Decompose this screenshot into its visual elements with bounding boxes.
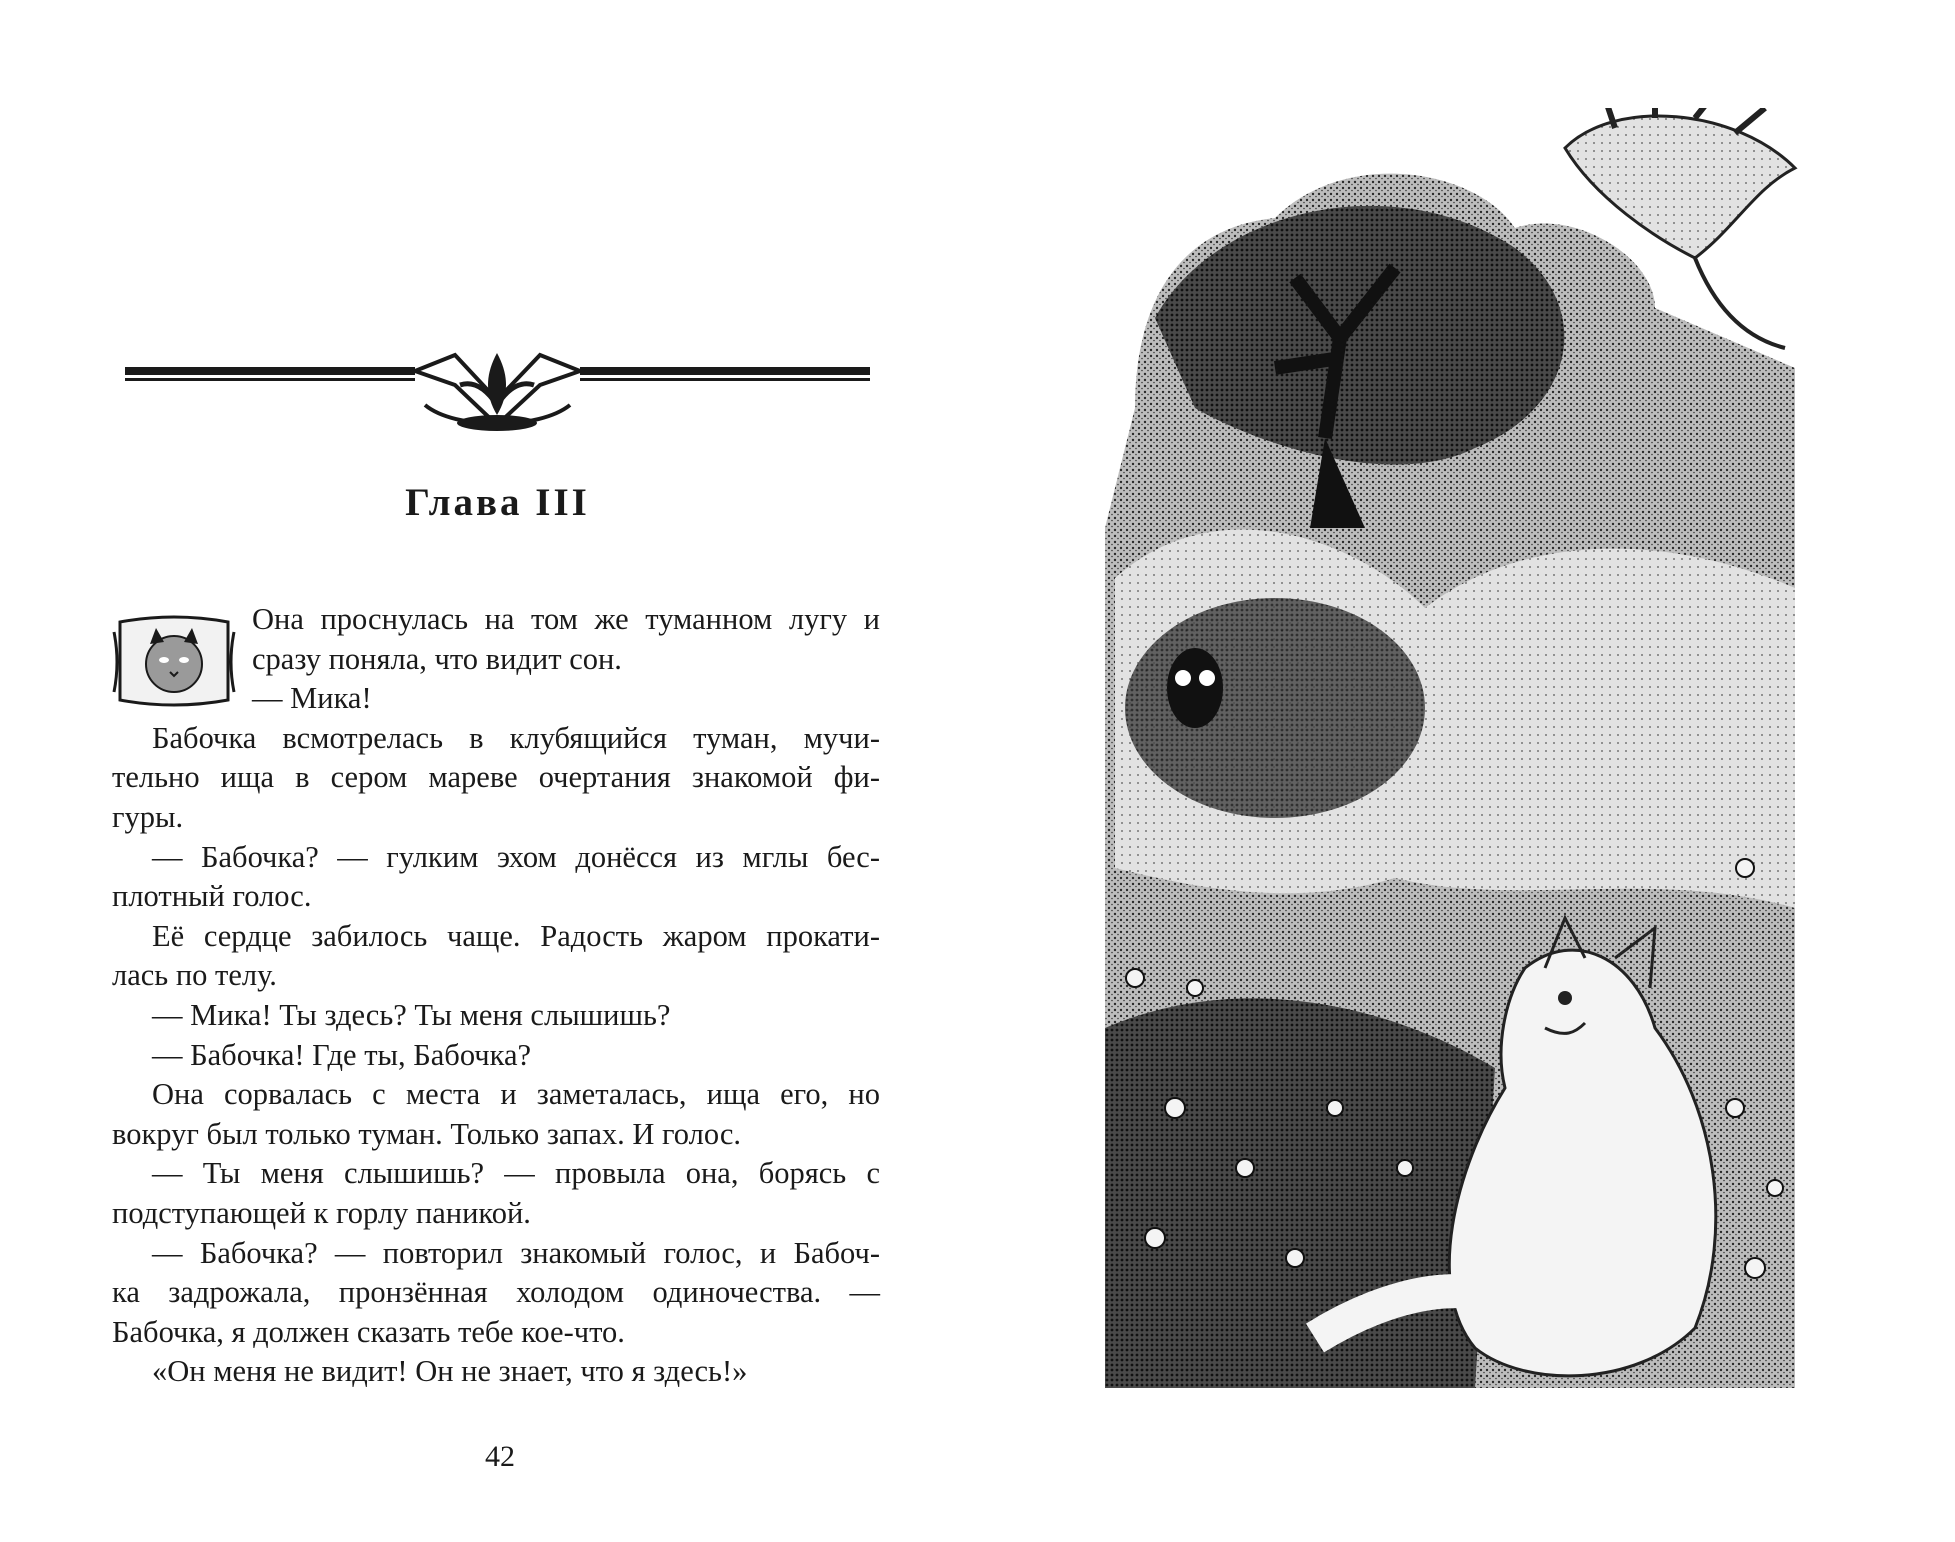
text-line: — Мика! Ты здесь? Ты меня слышишь? xyxy=(152,997,671,1032)
text-line: Бабочка, я должен сказать тебе кое-что. xyxy=(112,1314,625,1349)
chapter-ornament-icon xyxy=(125,345,870,445)
text-line: Она проснулась на том же туманном лугу и xyxy=(252,602,880,636)
text-line: — Ты меня слышишь? — провыла она, борясь с xyxy=(152,1156,880,1191)
text-line: Бабочка всмотрелась в клубящийся туман, мучи- xyxy=(152,720,880,755)
text-line: Её сердце забилось чаще. Радость жаром прокати- xyxy=(152,918,880,953)
forest-cats-bird-illustration-icon xyxy=(1095,108,1855,1408)
chapter-text xyxy=(112,600,880,1392)
text-line: гуры. xyxy=(112,799,184,834)
text-line: — Бабочка? — повторил знакомый голос, и Бабоч- xyxy=(152,1235,880,1270)
text-line: тельно ища в сером мареве очертания знакомой фи- xyxy=(112,760,880,795)
text-line: — Бабочка! Где ты, Бабочка? xyxy=(152,1037,532,1072)
text-line: плотный голос. xyxy=(112,879,312,914)
text-line: — Мика! xyxy=(252,681,372,716)
text-line: подступающей к горлу паникой. xyxy=(112,1195,531,1230)
text-line: вокруг был только туман. Только запах. И голос. xyxy=(112,1116,742,1151)
text-line: — Бабочка? — гулким эхом донёсся из мглы бес- xyxy=(152,839,880,874)
left-page xyxy=(0,0,975,1542)
page-number: 42 xyxy=(485,1440,515,1473)
text-line: лась по телу. xyxy=(112,958,277,993)
text-line: Она сорвалась с места и заметалась, ища его, но xyxy=(152,1077,880,1112)
text-line: ка задрожала, пронзённая холодом одиночества. — xyxy=(112,1275,880,1310)
text-line: «Он меня не видит! Он не знает, что я здесь!» xyxy=(152,1354,748,1389)
text-line: сразу поняла, что видит сон. xyxy=(252,641,622,676)
chapter-title: Глава III xyxy=(405,481,590,524)
